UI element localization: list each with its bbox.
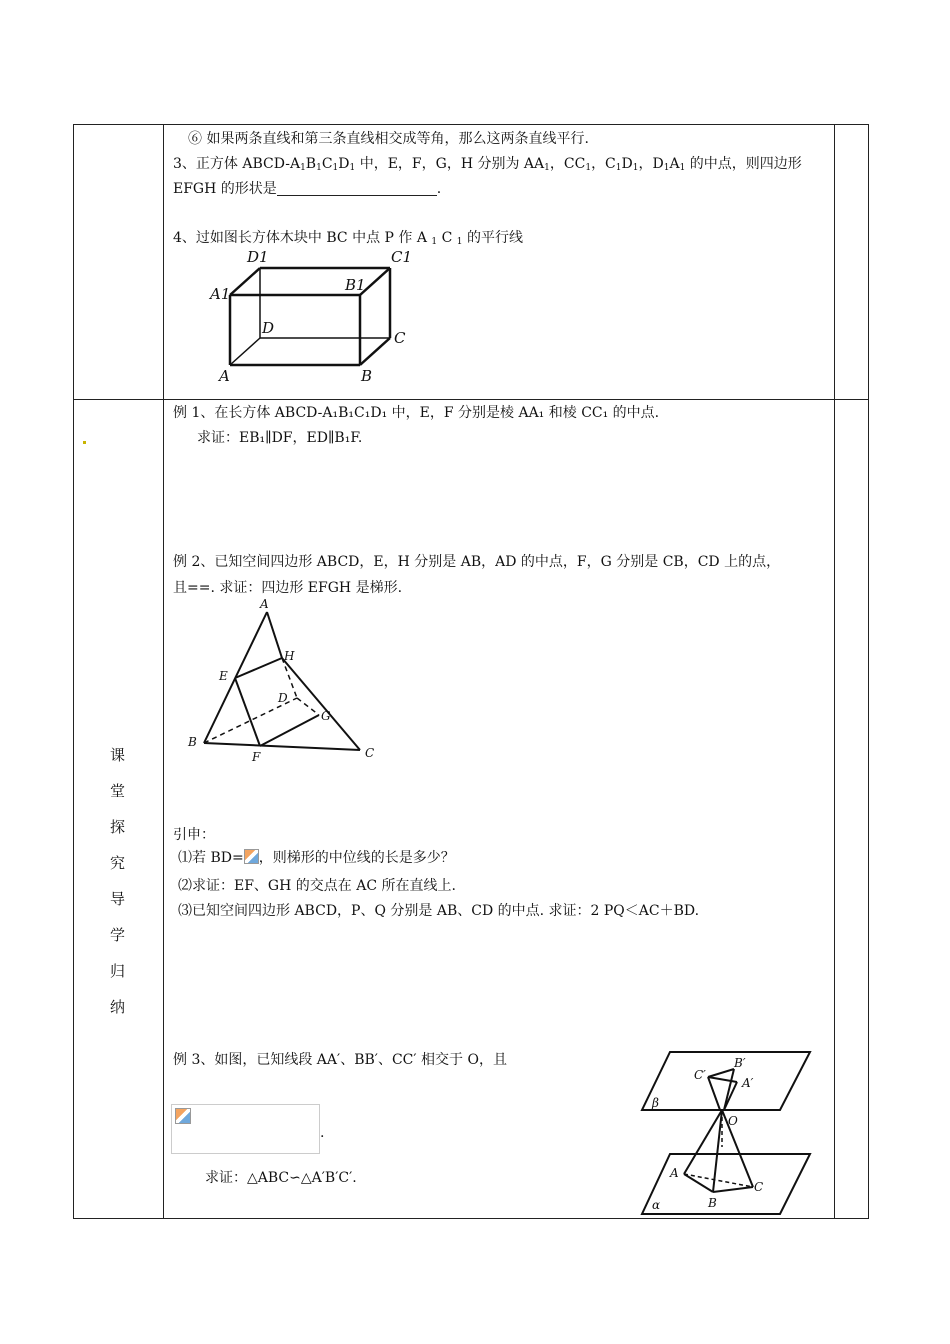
question-3-line1: 3、正方体 ABCD-$A_1B_1C_1D_1$ 中，E，F，G，H 分别为 $AA_1$，$CC_1$，$C_1D_1$，$D_1A_1$ 的中点，则四边形 (173, 156, 802, 173)
side-char: 纳 (110, 998, 126, 1016)
example-3-statement: 例 3、如图，已知线段 AA′、BB′、CC′ 相交于 O，且 (173, 1052, 507, 1068)
label-A: A (670, 1166, 679, 1180)
label-C: C (394, 329, 406, 347)
label-A1: A1 (210, 285, 231, 303)
label-A: A (219, 367, 230, 385)
example-3-prove: 求证：△ABC∽△A′B′C′. (205, 1170, 357, 1186)
label-D: D (262, 319, 275, 337)
label-beta: β (652, 1096, 659, 1110)
label-alpha: α (652, 1198, 661, 1212)
item-6: ⑥ 如果两条直线和第三条直线相交成等角，那么这两条直线平行. (188, 131, 589, 147)
question-3-line2: EFGH 的形状是 . (173, 181, 442, 197)
side-char: 学 (110, 926, 126, 944)
example-3-period: . (320, 1125, 325, 1141)
side-char: 课 (110, 746, 126, 764)
label-F: F (252, 750, 261, 764)
extension-title: 引申： (173, 827, 215, 843)
label-B: B (708, 1196, 717, 1210)
side-char: 导 (110, 890, 126, 908)
side-char: 堂 (110, 782, 126, 800)
marker-dot (83, 441, 86, 444)
side-char: 归 (110, 962, 126, 980)
missing-image-placeholder (171, 1104, 320, 1154)
column-divider-left (163, 125, 164, 1218)
answer-blank (277, 181, 437, 196)
label-A: A (260, 598, 269, 611)
side-char: 究 (110, 854, 126, 872)
question-4: 4、过如图长方体木块中 BC 中点 P 作 A $_1$ C $_1$ 的平行线 (173, 230, 523, 247)
label-B1: B1 (345, 276, 366, 294)
label-C-prime: C′ (694, 1068, 706, 1082)
extension-q1: ⑴若 BD= ，则梯形的中位线的长是多少？ (178, 850, 455, 866)
broken-image-icon (175, 1108, 191, 1124)
label-D: D (278, 691, 288, 705)
side-char: 探 (110, 818, 126, 836)
label-A-prime: A′ (742, 1076, 754, 1090)
label-B: B (361, 367, 373, 385)
label-H: H (284, 649, 295, 663)
column-divider-right (834, 125, 835, 1218)
extension-q2: ⑵求证：EF、GH 的交点在 AC 所在直线上. (178, 878, 456, 894)
label-B: B (188, 735, 197, 749)
label-G: G (321, 709, 331, 723)
example-1-prove: 求证：EB₁∥DF，ED∥B₁F. (197, 430, 363, 446)
label-D1: D1 (247, 248, 269, 266)
label-B-prime: B′ (734, 1056, 746, 1070)
label-C: C (754, 1180, 764, 1194)
example-2-prove: 且==. 求证：四边形 EFGH 是梯形. (173, 580, 403, 596)
row-divider (74, 399, 868, 400)
label-O: O (728, 1114, 738, 1128)
example-2-statement: 例 2、已知空间四边形 ABCD，E，H 分别是 AB，AD 的中点，F，G 分别是 CB，CD 上的点， (173, 554, 781, 570)
extension-q3: ⑶已知空间四边形 ABCD，P、Q 分别是 AB、CD 的中点. 求证：2 PQ＜AC＋BD. (178, 903, 700, 919)
label-E: E (219, 669, 228, 683)
two-planes-figure (640, 1047, 818, 1219)
label-C: C (365, 746, 375, 760)
cuboid-figure (205, 245, 415, 385)
example-1-statement: 例 1、在长方体 ABCD-A₁B₁C₁D₁ 中，E，F 分别是棱 AA₁ 和棱 CC₁ 的中点. (173, 405, 660, 421)
label-C1: C1 (391, 248, 413, 266)
broken-image-icon (244, 849, 259, 864)
tetrahedron-figure (182, 598, 382, 768)
